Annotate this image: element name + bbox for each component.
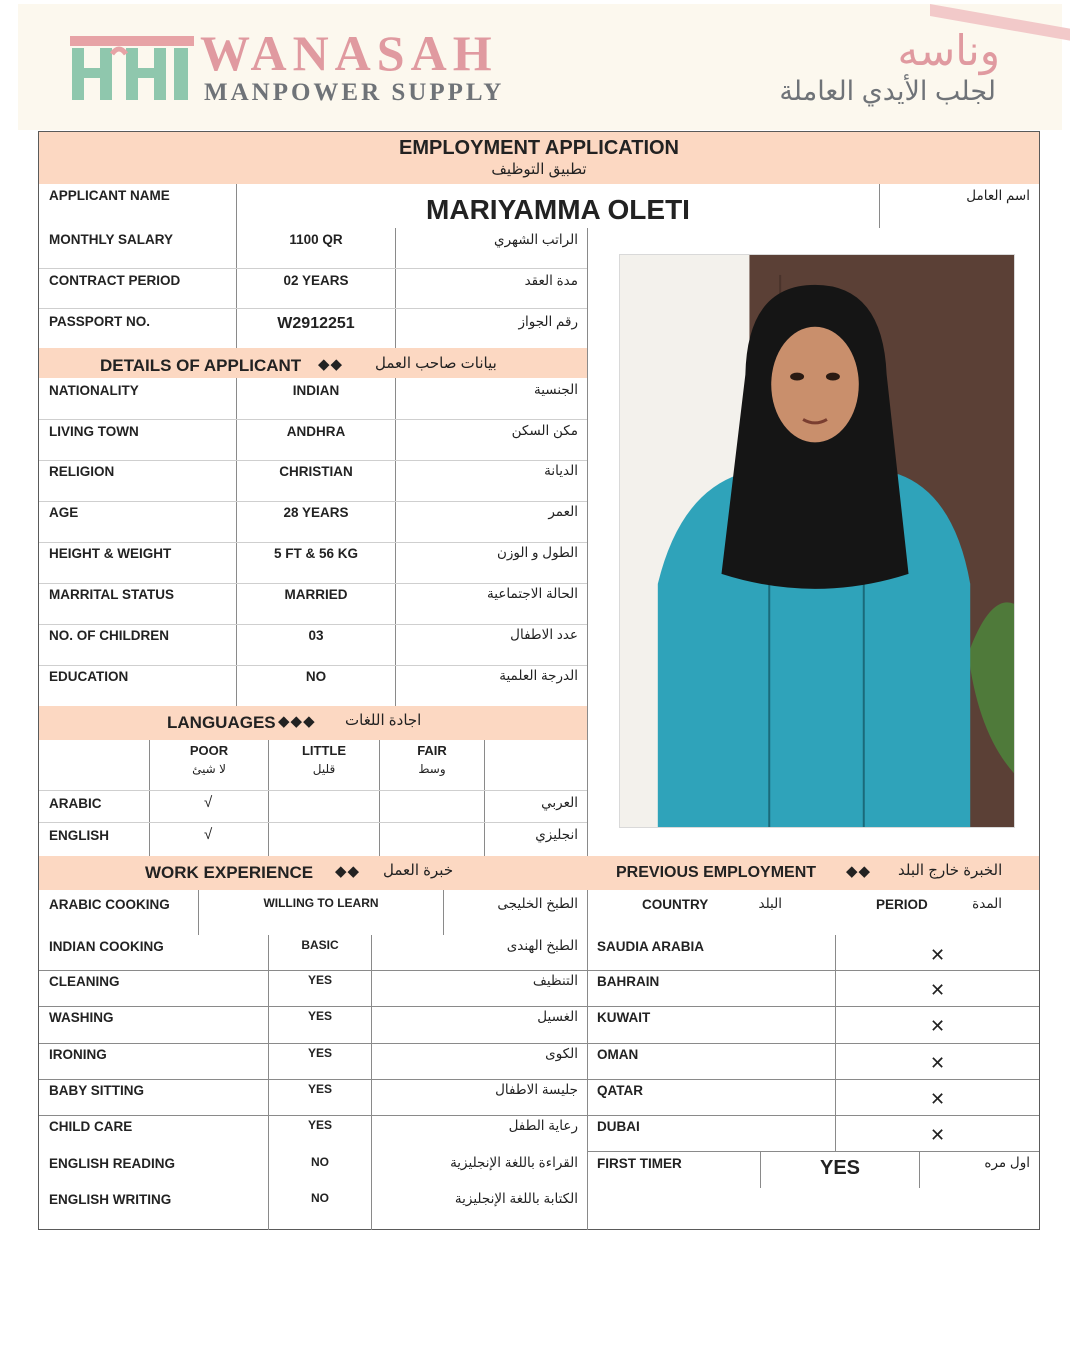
work-heading: WORK EXPERIENCE <box>145 863 314 882</box>
kuwait-period-mark: ✕ <box>930 1016 946 1036</box>
ironing-label: IRONING <box>49 1047 107 1062</box>
brand-subtitle-arabic: لجلب الأيدي العاملة <box>779 76 996 106</box>
country-bahrain: BAHRAIN <box>597 974 660 989</box>
bahrain-period-mark: ✕ <box>930 980 946 1000</box>
salary-label-arabic: الراتب الشهري <box>494 232 578 247</box>
previous-heading: PREVIOUS EMPLOYMENT <box>616 864 817 881</box>
marital-status-label: MARRITAL STATUS <box>49 587 174 602</box>
saudi-arabia-period-mark: ✕ <box>930 945 946 965</box>
arabic-language-label-arabic: العربي <box>541 795 578 810</box>
english-language-label-arabic: انجليزي <box>535 827 578 842</box>
child-care-label-arabic: رعاية الطفل <box>508 1118 578 1133</box>
previous-diamonds: ◆◆ <box>846 863 872 880</box>
oman-period-mark: ✕ <box>930 1053 946 1073</box>
country-oman: OMAN <box>597 1047 639 1062</box>
form-title-arabic: تطبيق التوظيف <box>491 161 587 178</box>
country-qatar: QATAR <box>597 1083 643 1098</box>
children-value: 03 <box>308 628 324 643</box>
level-fair: FAIR <box>417 743 447 758</box>
passport-label-arabic: رقم الجواز <box>518 314 578 329</box>
brand-subtitle: MANPOWER SUPPLY <box>204 79 505 106</box>
height-weight-value: 5 FT & 56 KG <box>273 546 359 561</box>
living-town-value: ANDHRA <box>286 424 346 439</box>
country-kuwait: KUWAIT <box>597 1010 651 1025</box>
english-reading-label-arabic: القراءة باللغة الإنجليزية <box>450 1155 578 1170</box>
nationality-label: NATIONALITY <box>49 383 139 398</box>
arabic-language-label: ARABIC <box>49 796 102 811</box>
children-label-arabic: عدد الاطفال <box>510 627 578 642</box>
indian-cooking-label-arabic: الطبخ الهندى <box>506 938 578 953</box>
english-writing-label-arabic: الكتابة باللغة الإنجليزية <box>454 1191 578 1206</box>
english-language-label: ENGLISH <box>49 828 110 843</box>
ironing-value: YES <box>307 1046 332 1060</box>
education-label-arabic: الدرجة العلمية <box>499 668 578 683</box>
english-reading-label: ENGLISH READING <box>49 1156 176 1171</box>
applicant-name: MARIYAMMA OLETI <box>426 194 690 225</box>
applicant-name-label-arabic: اسم العامل <box>966 188 1030 203</box>
passport-label: PASSPORT NO. <box>49 314 151 329</box>
work-diamonds: ◆◆ <box>335 863 361 880</box>
level-fair-arabic: وسط <box>418 762 446 776</box>
baby-sitting-value: YES <box>307 1082 332 1096</box>
arabic-cooking-label: ARABIC COOKING <box>49 897 170 912</box>
child-care-label: CHILD CARE <box>49 1119 133 1134</box>
brand-name: WANASAH <box>200 25 498 81</box>
contract-label: CONTRACT PERIOD <box>49 273 181 288</box>
period-column-label: PERIOD <box>876 897 928 912</box>
education-label: EDUCATION <box>49 669 129 684</box>
languages-diamonds: ◆◆◆ <box>278 713 316 730</box>
applicant-photo <box>619 254 1015 828</box>
level-little: LITTLE <box>301 743 347 758</box>
washing-label-arabic: الغسيل <box>537 1009 578 1024</box>
arabic-cooking-value: WILLING TO LEARN <box>263 896 379 910</box>
english-poor-check: √ <box>204 826 213 843</box>
height-weight-label-arabic: الطول و الوزن <box>496 545 578 560</box>
religion-label: RELIGION <box>49 464 115 479</box>
baby-sitting-label-arabic: جليسة الاطفال <box>495 1082 578 1097</box>
arabic-cooking-label-arabic: الطبخ الخليجى <box>497 896 578 911</box>
dubai-period-mark: ✕ <box>930 1125 946 1145</box>
salary-label: MONTHLY SALARY <box>49 232 174 247</box>
form-title: EMPLOYMENT APPLICATION <box>399 137 679 159</box>
age-label: AGE <box>49 505 79 520</box>
education-value: NO <box>305 669 327 684</box>
level-poor: POOR <box>189 743 229 758</box>
nationality-label-arabic: الجنسية <box>533 382 578 397</box>
contract-value: 02 YEARS <box>283 273 349 288</box>
religion-value: CHRISTIAN <box>279 464 353 479</box>
country-saudi-arabia: SAUDIA ARABIA <box>597 939 704 954</box>
age-label-arabic: العمر <box>548 504 578 519</box>
nationality-value: INDIAN <box>292 383 340 398</box>
level-poor-arabic: لا شيئ <box>192 762 226 776</box>
religion-label-arabic: الديانة <box>544 463 578 478</box>
age-value: 28 YEARS <box>283 505 349 520</box>
qatar-period-mark: ✕ <box>930 1089 946 1109</box>
languages-heading: LANGUAGES <box>167 713 276 732</box>
previous-heading-arabic: الخبرة خارج البلد <box>898 862 1003 879</box>
applicant-name-label: APPLICANT NAME <box>49 188 170 203</box>
indian-cooking-label: INDIAN COOKING <box>49 939 164 954</box>
washing-label: WASHING <box>49 1010 114 1025</box>
languages-heading-arabic: اجادة اللغات <box>345 712 422 729</box>
cleaning-label: CLEANING <box>49 974 120 989</box>
country-dubai: DUBAI <box>597 1119 640 1134</box>
children-label: NO. OF CHILDREN <box>49 628 169 643</box>
level-little-arabic: قليل <box>312 762 336 776</box>
country-column-label: COUNTRY <box>642 897 709 912</box>
passport-value: W2912251 <box>277 315 355 332</box>
salary-value: 1100 QR <box>289 232 343 247</box>
details-heading-arabic: بيانات صاحب العمل <box>375 355 497 372</box>
first-timer-value: YES <box>819 1157 861 1179</box>
cleaning-label-arabic: التنظيف <box>532 973 578 988</box>
country-column-label-arabic: البلد <box>758 896 782 911</box>
height-weight-label: HEIGHT & WEIGHT <box>49 546 172 561</box>
marital-status-value: MARRIED <box>284 587 348 602</box>
contract-label-arabic: مدة العقد <box>524 273 578 288</box>
indian-cooking-value: BASIC <box>301 938 339 952</box>
living-town-label: LIVING TOWN <box>49 424 139 439</box>
first-timer-label-arabic: اول مره <box>984 1155 1030 1170</box>
arabic-poor-check: √ <box>204 794 213 811</box>
details-heading: DETAILS OF APPLICANT <box>100 356 302 375</box>
brand-name-arabic: وناسه <box>897 27 1000 74</box>
ironing-label-arabic: الكوى <box>545 1046 578 1061</box>
work-heading-arabic: خبرة العمل <box>383 862 454 879</box>
marital-status-label-arabic: الحالة الاجتماعية <box>487 586 578 601</box>
english-reading-value: NO <box>311 1155 329 1169</box>
child-care-value: YES <box>307 1118 332 1132</box>
details-diamonds: ◆◆ <box>318 356 344 373</box>
english-writing-value: NO <box>311 1191 329 1205</box>
period-column-label-arabic: المدة <box>972 896 1002 911</box>
english-writing-label: ENGLISH WRITING <box>49 1192 172 1207</box>
living-town-label-arabic: مكن السكن <box>511 423 578 438</box>
washing-value: YES <box>307 1009 332 1023</box>
baby-sitting-label: BABY SITTING <box>49 1083 145 1098</box>
cleaning-value: YES <box>307 973 332 987</box>
first-timer-label: FIRST TIMER <box>597 1156 682 1171</box>
company-logo-icon <box>70 36 194 104</box>
